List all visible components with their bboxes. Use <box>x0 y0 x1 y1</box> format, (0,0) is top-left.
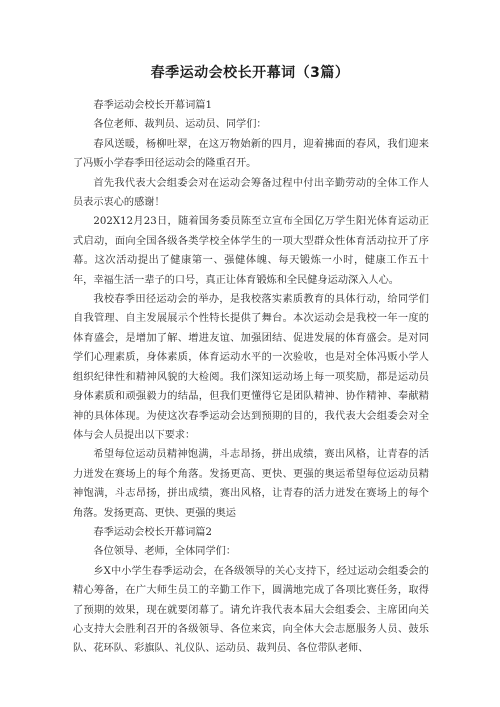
salutation-1: 各位老师、裁判员、运动员、同学们： <box>93 119 267 131</box>
section-heading-2: 春季运动会校长开幕词篇2 <box>93 526 212 538</box>
paragraph: 春风送暖，杨柳吐翠，在这万物始新的四月，迎着拂面的春风，我们迎来了冯贩小学春季田径运动会的隆重召开。 <box>73 138 429 170</box>
paragraph: 我校春季田径运动会的举办，是我校落实素质教育的具体行动，给同学们自我管理、自主发展展示个性特长提供了舞台。本次运动会是我校一年一度的体育盛会，是增加了解、增进友谊、加强团结、促进发展的体育盛会。是对同学们心理素质，身体素质，体育运动水平的一次验收，也是对全体冯贩小学人组织纪律性和精神风貌的大检阅。我们深知运动场上每一项奖励，都是运动员身体素质和顽强毅力的结晶，但我们更懂得它是团队精神、协作精神、奉献精神的具体体现。为使这次春季运动会达到预期的目的，我代表大会组委会对全体与会人员提出以下要求： <box>73 294 429 441</box>
salutation-2: 各位领导、老师，全体同学们： <box>93 546 237 558</box>
section-heading-1: 春季运动会校长开幕词篇1 <box>93 100 212 111</box>
paragraph: 乡X中小学生春季运动会，在各级领导的关心支持下，经过运动会组委会的精心筹备，在广大师生员工的辛勤工作下，圆满地完成了各项比赛任务，取得了预期的效果，现在就要闭幕了。请允许我代表本届大会组委会、主席团向关心支持大会胜利召开的各级领导、各位来宾，向全体大会志愿服务人员、鼓乐队、花环队、彩旗队、礼仪队、运动员、裁判员、各位带队老师、 <box>73 565 429 655</box>
document-body <box>73 96 429 659</box>
paragraph: 希望每位运动员精神饱满，斗志昂扬，拼出成绩，赛出风格，让青春的活力迸发在赛场上的每个角落。发扬更高、更快、更强的奥运希望每位运动员精神饱满，斗志昂扬，拼出成绩，赛出风格，让青春的活力迸发在赛场上的每个角落。发扬更高、更快、更强的奥运 <box>73 449 429 519</box>
paragraph: 202X12月23日，随着国务委员陈至立宣布全国亿万学生阳光体育运动正式启动，面向全国各级各类学校全体学生的一项大型群众性体育活动拉开了序幕。这次活动提出了健康第一、强健体魄、每天锻炼一小时，健康工作五十年，幸福生活一辈子的口号，真正让体育锻炼和全民健身运动深入人心。 <box>73 216 429 286</box>
document-title: 春季运动会校长开幕词（3篇） <box>150 65 350 81</box>
paragraph: 首先我代表大会组委会对在运动会筹备过程中付出辛勤劳动的全体工作人员表示衷心的感谢！ <box>73 177 429 209</box>
